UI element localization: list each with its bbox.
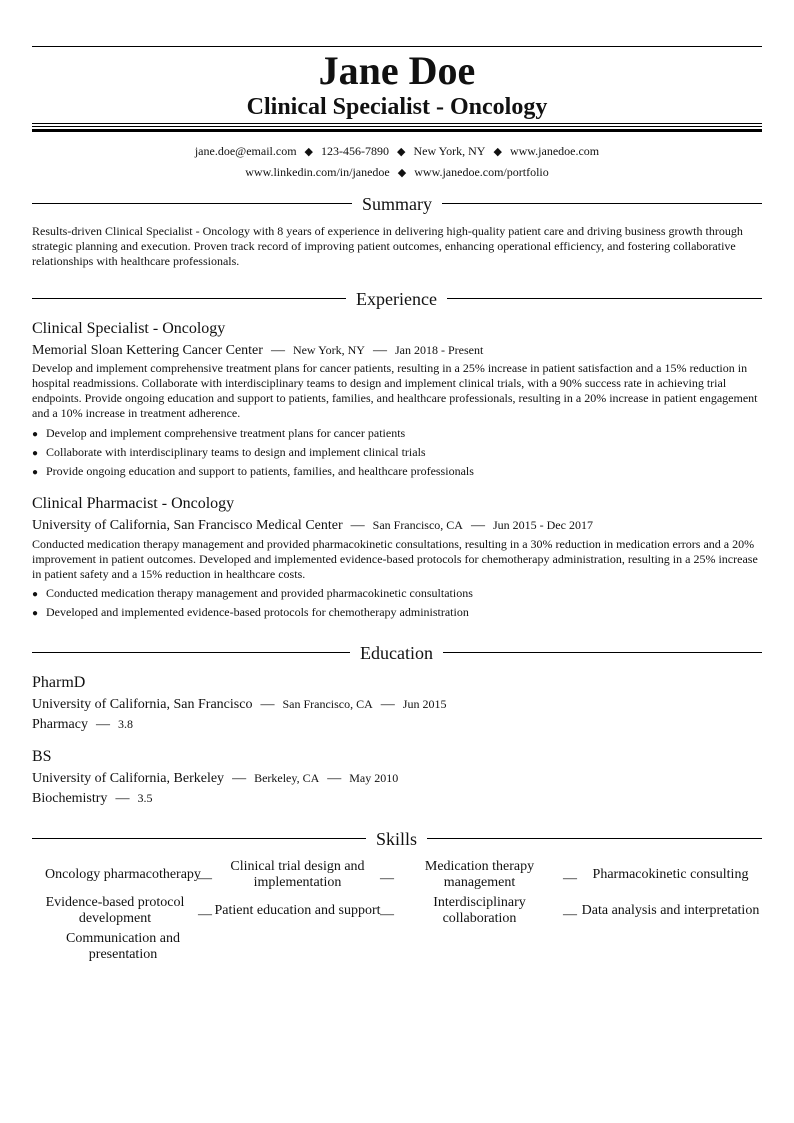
skill-item: Pharmacokinetic consulting — [592, 867, 749, 882]
dash-separator: — — [380, 697, 395, 712]
skill-item: Oncology pharmacotherapy — [45, 867, 201, 882]
job-dates: Jan 2018 - Present — [394, 343, 484, 357]
job-org-line — [32, 341, 483, 360]
section-header-experience — [32, 288, 762, 310]
job-description: Develop and implement comprehensive treatment plans for cancer patients, resulting in a 25% increase in patient satisfaction and a 15% reduction in hospital readmissions. Collaborate with interdisciplinary teams to design and implement clinical trials, with a 90% success rate in achieving trial endpoints. Provide ongoing education and support to patients, families, and healthcare professionals, resulting in a 20% increase in patient engagement and a 10% increase in treatment adherence. — [32, 361, 758, 420]
list-item: ● Conducted medication therapy management and provided pharmacokinetic consultations — [32, 586, 473, 600]
portfolio-link[interactable]: www.janedoe.com/portfolio — [414, 165, 549, 179]
list-item: ● Develop and implement comprehensive treatment plans for cancer patients — [32, 426, 406, 440]
job-org: University of California, San Francisco Medical Center — [32, 518, 343, 533]
bullet-icon: ● — [32, 466, 39, 478]
contact-row — [32, 143, 762, 160]
skill-item: Patient education and support — [214, 903, 381, 918]
bullet-icon: ● — [32, 607, 39, 619]
section-title: Experience — [356, 289, 437, 309]
skill-item: Communication and presentation — [66, 931, 180, 962]
field-line — [32, 789, 152, 808]
job-role: Clinical Pharmacist - Oncology — [32, 495, 235, 512]
bullet-icon: ● — [32, 588, 39, 600]
section-header-summary — [32, 193, 762, 215]
dash-separator: — — [380, 871, 394, 886]
skill-item: Clinical trial design and implementation — [230, 859, 365, 890]
skill-item: Medication therapy management — [424, 859, 535, 890]
list-item: ● Developed and implemented evidence-based protocols for chemotherapy administration — [32, 605, 469, 619]
job-location: San Francisco, CA — [372, 518, 463, 532]
list-item: ● Provide ongoing education and support to patients, families, and healthcare professionals — [32, 464, 474, 478]
diamond-separator-icon: ◆ — [493, 146, 502, 158]
contact-row — [32, 164, 762, 181]
list-item: ● Collaborate with interdisciplinary teams to design and implement clinical trials — [32, 445, 426, 459]
job-dates: Jun 2015 - Dec 2017 — [492, 518, 593, 532]
school-line — [32, 695, 446, 714]
school-name: University of California, Berkeley — [32, 771, 225, 786]
dash-separator: — — [563, 907, 577, 922]
school-name: University of California, San Francisco — [32, 697, 253, 712]
field-of-study: Pharmacy — [32, 717, 88, 732]
linkedin-link[interactable]: www.linkedin.com/in/janedoe — [245, 165, 390, 179]
field-line — [32, 715, 133, 734]
graduation-date: May 2010 — [349, 771, 399, 785]
dash-separator: — — [95, 717, 110, 732]
job-org-line — [32, 516, 593, 535]
school-line — [32, 769, 398, 788]
dash-separator: — — [350, 518, 365, 533]
location-text: New York, NY — [413, 144, 486, 158]
skill-item: Evidence-based protocol development — [45, 895, 185, 926]
header-rule — [32, 126, 762, 127]
diamond-separator-icon: ◆ — [397, 146, 406, 158]
candidate-name: Jane Doe — [318, 48, 476, 93]
section-header-education — [32, 642, 762, 664]
dash-separator: — — [563, 871, 577, 886]
school-location: San Francisco, CA — [282, 697, 373, 711]
phone-text: 123-456-7890 — [321, 144, 389, 158]
skill-item: Interdisciplinary collaboration — [433, 895, 526, 926]
dash-separator: — — [372, 343, 387, 358]
diamond-separator-icon: ◆ — [397, 167, 407, 179]
header-thick-rule — [32, 129, 762, 132]
dash-separator: — — [327, 771, 342, 786]
email-link[interactable]: jane.doe@email.com — [194, 144, 297, 158]
dash-separator: — — [470, 518, 485, 533]
school-location: Berkeley, CA — [254, 771, 320, 785]
degree-title: PharmD — [32, 674, 86, 691]
dash-separator: — — [198, 907, 212, 922]
dash-separator: — — [115, 791, 130, 806]
degree-title: BS — [32, 748, 52, 765]
website-link[interactable]: www.janedoe.com — [509, 144, 600, 158]
job-location: New York, NY — [292, 343, 365, 357]
graduation-date: Jun 2015 — [402, 697, 447, 711]
dash-separator: — — [380, 907, 394, 922]
diamond-separator-icon: ◆ — [304, 146, 313, 158]
field-of-study: Biochemistry — [32, 791, 108, 806]
gpa-value: 3.8 — [117, 717, 133, 731]
skill-item: Data analysis and interpretation — [581, 903, 760, 918]
job-description: Conducted medication therapy management and provided pharmacokinetic consultations, resulting in a 30% reduction in medication errors and a 20% improvement in patient outcomes. Developed and implemented evidence-based protocols for chemotherapy administration, resulting in a 25% increase in patient safety and a 15% reduction in healthcare costs. — [32, 537, 758, 581]
job-org: Memorial Sloan Kettering Cancer Center — [32, 343, 263, 358]
candidate-title: Clinical Specialist - Oncology — [246, 94, 548, 120]
gpa-value: 3.5 — [137, 791, 153, 805]
header-rule — [32, 123, 762, 124]
skills-row — [32, 894, 762, 928]
section-header-skills — [32, 828, 762, 850]
skills-row — [32, 858, 762, 892]
dash-separator: — — [270, 343, 285, 358]
section-title: Education — [360, 643, 433, 663]
bullet-icon: ● — [32, 428, 39, 440]
section-title: Summary — [362, 194, 432, 214]
dash-separator: — — [232, 771, 247, 786]
skills-row — [32, 930, 762, 964]
job-role: Clinical Specialist - Oncology — [32, 320, 226, 337]
summary-text: Results-driven Clinical Specialist - Oncology with 8 years of experience in delivering high-quality patient care and driving business growth through strategic planning and execution. Proven track record of improving patient outcomes, enhancing operational efficiency, and fostering collaborative relationships with healthcare professionals. — [32, 224, 743, 268]
dash-separator: — — [260, 697, 275, 712]
dash-separator: — — [198, 871, 212, 886]
section-title: Skills — [375, 829, 418, 849]
bullet-icon: ● — [32, 447, 39, 459]
